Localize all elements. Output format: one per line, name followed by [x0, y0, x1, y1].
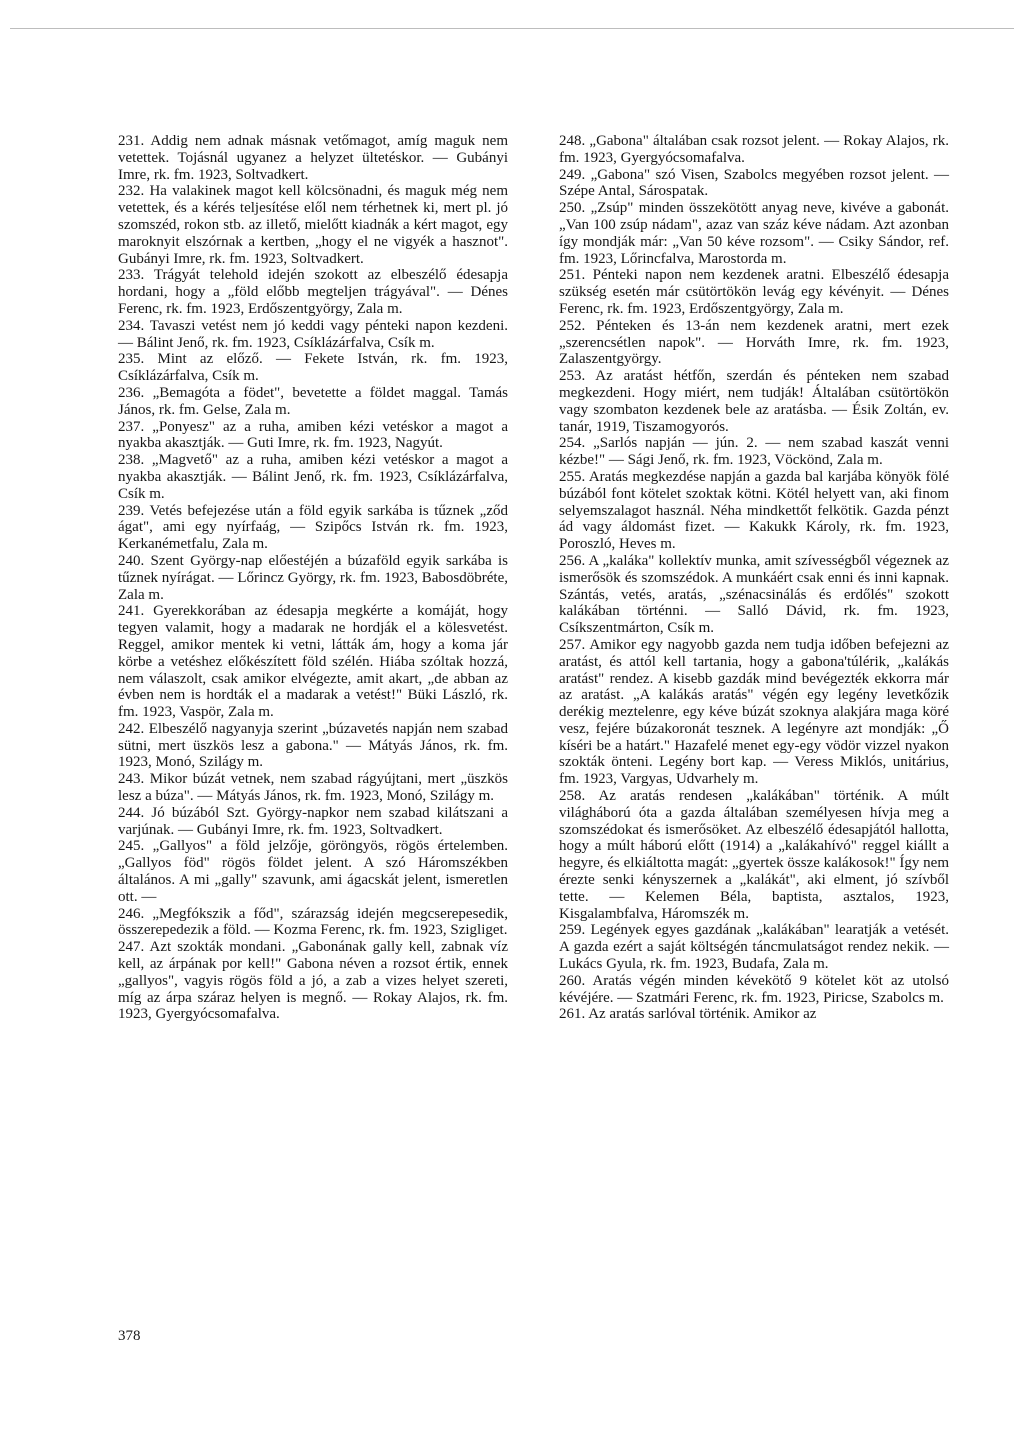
entry-text: Az aratást hétfőn, szerdán és pénteken nem szabad megkezdeni. Hogy miért, nem tudják! Általában csütörtökön vagy szombaton kezdenek bele az aratásba. — Ésik Zoltán, ev. tanár, 1919, Tiszamogyorós. [559, 368, 949, 435]
entry-paragraph [559, 922, 949, 972]
entry-paragraph [118, 721, 508, 771]
entry-text: Mikor búzát vetnek, nem szabad rágyújtani, mert „üszkös lesz a búza". — Mátyás János, rk. fm. 1923, Monó, Szilágy m. [118, 771, 508, 805]
entry-paragraph [118, 805, 508, 839]
entry-text: „Magvető" az a ruha, amiben kézi vetéskor a magot a nyakba akasztják. — Bálint Jenő, rk. fm. 1923, Csíklázárfalva, Csík m. [118, 452, 509, 502]
text-column-left [118, 133, 508, 1023]
entry-number: 238. [118, 452, 145, 469]
entry-paragraph [559, 267, 949, 317]
entry-text: Addig nem adnak másnak vetőmagot, amíg maguk nem vetettek. Tojásnál ugyanez a helyzet ültetéskor. — Gubányi Imre, rk. fm. 1923, Soltvadkert. [118, 133, 508, 183]
entry-text: Pénteki napon nem kezdenek aratni. Elbeszélő édesapja szükség esetén már csütörtökön levág egy kévényit. — Dénes Ferenc, rk. fm. 1923, Erdőszentgyörgy, Zala m. [559, 267, 949, 317]
entry-text: Jó búzából Szt. György-napkor nem szabad kilátszani a varjúnak. — Gubányi Imre, rk. fm. 1923, Soltvadkert. [118, 804, 509, 838]
page-number: 378 [118, 1328, 141, 1344]
entry-paragraph [559, 553, 949, 637]
entry-number: 240. [118, 552, 145, 569]
entry-paragraph [118, 133, 508, 183]
entry-paragraph [118, 267, 508, 317]
entry-number: 255. [559, 468, 586, 485]
entry-text: „Gallyos" a föld jelzője, göröngyös, rögös értelemben. „Gallyos föd" rögös földet jelent. A szó Háromszékben általános. A mi „gally" szavunk, ami ágacskát jelent, ismeretlen ott. — [118, 838, 508, 905]
entry-paragraph [559, 788, 949, 922]
entry-number: 258. [559, 788, 586, 805]
entry-text: Ha valakinek magot kell kölcsönadni, és maguk még nem vetettek, és a kérés teljesítése elől nem térhetnek ki, mert pl. jó szomszéd, rokon stb. az illető, mielőtt kiadnák a kért magot, egy maroknyit elszórnak a kertben, „hogy el ne vigyék a hasznot". Gubányi Imre, rk. fm. 1923, Soltvadkert. [118, 183, 509, 267]
entry-text: Az aratás sarlóval történik. Amikor az [588, 1006, 817, 1023]
entry-number: 244. [118, 804, 145, 821]
entry-text: Mint az előző. — Fekete István, rk. fm. 1923, Csíklázárfalva, Csík m. [118, 351, 508, 385]
entry-number: 234. [118, 317, 145, 334]
entry-paragraph [118, 452, 508, 502]
entry-number: 252. [559, 317, 586, 334]
entry-number: 243. [118, 771, 145, 788]
entry-text: „Megfókszik a főd", szárazság idején megcserepesedik, összerepedezik a föld. — Kozma Ferenc, rk. fm. 1923, Szigliget. [118, 905, 509, 939]
entry-paragraph [559, 133, 949, 167]
entry-text: „Zsúp" minden összekötött anyag neve, kivéve a gabonát. „Van 100 zsúp nádam", azaz van száz kéve nádam. Azt azonban így mondják már: „Van 50 kéve rozsom". — Csiky Sándor, ref. fm. 1923, Lőrincfalva, Marostorda m. [559, 200, 949, 267]
entry-number: 237. [118, 418, 145, 435]
entry-paragraph [118, 385, 508, 419]
entry-number: 245. [118, 838, 145, 855]
entry-number: 250. [559, 200, 586, 217]
entry-number: 249. [559, 166, 586, 183]
entry-paragraph [559, 973, 949, 1007]
entry-number: 247. [118, 939, 145, 956]
entry-paragraph [559, 469, 949, 553]
entry-paragraph [559, 435, 949, 469]
entry-paragraph [118, 906, 508, 940]
entry-paragraph [559, 1006, 949, 1023]
entry-text: „Sarlós napján — jún. 2. — nem szabad kaszát venni kézbe!" — Sági Jenő, rk. fm. 1923, Vöckönd, Zala m. [559, 435, 950, 469]
entry-number: 236. [118, 384, 145, 401]
entry-text: „Bemagóta a födet", bevetette a földet maggal. Tamás János, rk. fm. Gelse, Zala m. [118, 384, 508, 418]
entry-paragraph [118, 771, 508, 805]
entry-number: 256. [559, 552, 586, 569]
entry-text: Az aratás rendesen „kalákában" történik. A múlt világháború óta a gazda általában személyesen hívja meg a szomszédokat és ismerősöket. Az elbeszélő édesapjától hallotta, hogy a múlt háború előtt (1914) a „kalákahívó" reggel kiállt a hegyre, és elkiáltotta magát: „gyertek össze kalákosok!" Így nem érezte senki kényszernek a „kalákát", aki elment, jó szívből tette. — Kelemen Béla, baptista, asztalos, 1923, Kisgalambfalva, Háromszék m. [559, 788, 949, 922]
entry-number: 248. [559, 133, 586, 149]
entry-text: Legények egyes gazdának „kalákában" learatják a vetését. A gazda ezért a saját költségén táncmulatságot rendez nekik. — Lukács Gyula, rk. fm. 1923, Budafa, Zala m. [559, 922, 950, 973]
entry-text: „Gabona" általában csak rozsot jelent. — Rokay Alajos, rk. fm. 1923, Gyergyócsomafalva. [559, 133, 950, 166]
entry-number: 253. [559, 368, 586, 385]
entry-paragraph [118, 503, 508, 553]
entry-text: Elbeszélő nagyanyja szerint „búzavetés napján nem szabad sütni, mert üszkös lesz a gabona." — Mátyás János, rk. fm. 1923, Monó, Szilágy m. [118, 720, 509, 771]
entry-text: Gyerekkorában az édesapja megkérte a komáját, hogy tegyen valamit, hogy a madarak ne hordják el a kölesvetést. Reggel, amikor mentek ki vetni, látták ám, hogy a koma jár körbe a vetéshez előkészített föld szélén. Hiába szóltak hozzá, nem válaszolt, csak amikor elvégezte, amit akart, „de abban az évben nem is hordták el a madarak a vetést!" Büki László, rk. fm. 1923, Vaspör, Zala m. [118, 603, 509, 721]
entry-number: 232. [118, 183, 145, 200]
entry-number: 242. [118, 720, 145, 737]
entry-text: Trágyát telehold idején szokott az elbeszélő édesapja hordani, hogy a „föld előbb megteljen trágyával". — Dénes Ferenc, rk. fm. 1923, Erdőszentgyörgy, Zala m. [118, 267, 509, 317]
entry-paragraph [118, 351, 508, 385]
entry-paragraph [559, 318, 949, 368]
entry-number: 251. [559, 267, 586, 284]
entry-text: „Ponyesz" az a ruha, amiben kézi vetéskor a magot a nyakba akasztják. — Guti Imre, rk. fm. 1923, Nagyút. [118, 418, 508, 452]
entry-text: Szent György-nap előestéjén a búzaföld egyik sarkába is tűznek nyírágat. — Lőrincz György, rk. fm. 1923, Babosdöbréte, Zala m. [118, 552, 508, 603]
entry-paragraph [559, 200, 949, 267]
entry-paragraph [118, 838, 508, 905]
entry-text: Aratás megkezdése napján a gazda bal karjába könyök fölé búzából font kötelet szoktak kötni. Kötél helyett van, aki finom selyemszalagot használ. Néha mindkettőt felkötik. Gazda pénzt ád vagy áldomást fizet. — Kakukk Károly, rk. fm. 1923, Poroszló, Heves m. [559, 468, 949, 553]
entry-number: 254. [559, 435, 586, 452]
entry-number: 239. [118, 502, 145, 519]
entry-number: 246. [118, 905, 145, 922]
entry-number: 257. [559, 636, 586, 653]
entry-number: 259. [559, 922, 586, 939]
entry-text: Tavaszi vetést nem jó keddi vagy pénteki napon kezdeni. — Bálint Jenő, rk. fm. 1923, Csíklázárfalva, Csík m. [118, 317, 508, 351]
entry-number: 261. [559, 1006, 586, 1023]
entry-text: A „kaláka" kollektív munka, amit szívességből végeznek az ismerősök és szomszédok. A munkáért csak enni és inni kapnak. Szántás, vetés, aratás, „szénacsinálás és erdőlés" szokott kalákában történni. — Salló Dávid, rk. fm. 1923, Csíkszentmárton, Csík m. [559, 552, 949, 637]
entry-text: Amikor egy nagyobb gazda nem tudja időben befejezni az aratást, és attól kell tartania, hogy a gabona'túlérik, „kalákás aratást" rendez. A kisebb gazdák mind bevégezték ekkorra már az aratást. „A kalákás aratás" végén egy legény levetkőzik derékig meztelenre, egy kéve búzát szoknya alakjára maga köré vesz, fejére búzakoronát tesznek. A legényre azt mondják: „Ő kíséri be a határt." Hazafelé menet egy-egy vödör vizzel nyakon szokták önteni. Legény bort kap. — Veress Miklós, unitárius, fm. 1923, Vargyas, Udvarhely m. [559, 636, 949, 788]
entry-text: Aratás végén minden kévekötő 9 kötelet köt az utolsó kévéjére. — Szatmári Ferenc, rk. fm. 1923, Piricse, Szabolcs m. [559, 972, 949, 1006]
entry-number: 233. [118, 267, 145, 284]
entry-paragraph [559, 637, 949, 788]
entry-paragraph [118, 183, 508, 267]
entry-paragraph [118, 553, 508, 603]
entry-text: Azt szokták mondani. „Gabonának gally kell, zabnak víz kell, az árpának por kell!" Gabona néven a rozsot értik, ennek „gallyos", vagyis rögös föld a jó, a zab a vizes helyet szereti, míg az árpa száraz helyen is megnő. — Rokay Alajos, rk. fm. 1923, Gyergyócsomafalva. [118, 939, 508, 1023]
entry-text: „Gabona" szó Visen, Szabolcs megyében rozsot jelent. — Szépe Antal, Sárospatak. [559, 166, 950, 200]
page-top-rule [10, 28, 1014, 29]
entry-paragraph [559, 167, 949, 201]
entry-number: 235. [118, 351, 145, 368]
entry-paragraph [559, 368, 949, 435]
entry-number: 231. [118, 133, 145, 149]
text-column-right [559, 133, 949, 1023]
entry-paragraph [118, 318, 508, 352]
entry-number: 241. [118, 603, 145, 620]
entry-text: Vetés befejezése után a föld egyik sarkába is tűznek „ződ ágat", ami egy nyírfaág, — Szipőcs István rk. fm. 1923, Kerkanémetfalu, Zala m. [118, 502, 508, 553]
entry-number: 260. [559, 972, 586, 989]
entry-paragraph [118, 603, 508, 721]
entry-paragraph [118, 419, 508, 453]
entry-text: Pénteken és 13-án nem kezdenek aratni, mert ezek „szerencsétlen napok". — Horváth Imre, rk. fm. 1923, Zalaszentgyörgy. [559, 317, 949, 368]
entry-paragraph [118, 939, 508, 1023]
